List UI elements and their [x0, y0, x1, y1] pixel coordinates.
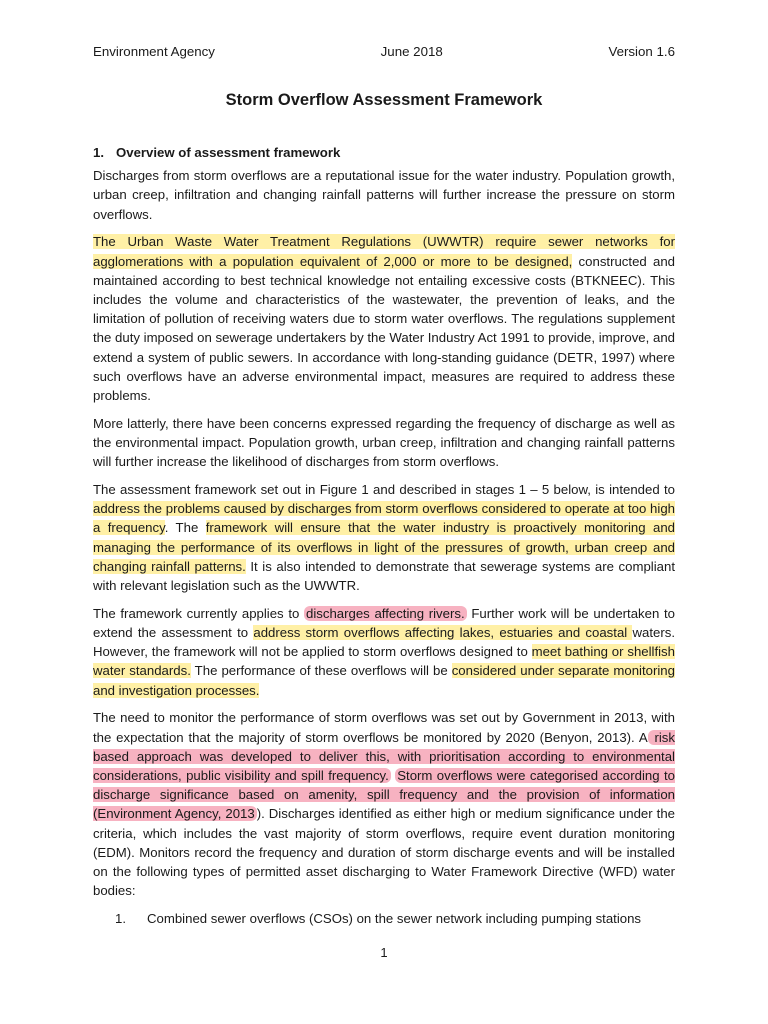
list-item: [93, 909, 675, 928]
paragraph-5: [93, 604, 675, 700]
paragraph-text: ). Discharges identified as either high or medium significance under the criteria, which includes the vast majority of storm overflows, require event duration monitoring (EDM). Monitors record the frequency and duration of storm discharge events and will be installed on the following types of permitted asset discharging to Water Framework Directive (WFD) water bodies:: [93, 806, 675, 899]
highlight-pink: discharges affecting rivers.: [306, 605, 465, 621]
header-date: June 2018: [380, 44, 443, 59]
document-title: Storm Overflow Assessment Framework: [225, 91, 543, 109]
highlight-pink: risk based approach was developed to deliver this, with prioritisation according to environmental considerations, public visibility and spill frequency.: [93, 729, 675, 784]
paragraph-text: Further work will be undertaken to extend the assessment to: [93, 605, 675, 641]
page-header: [93, 43, 675, 61]
list-item-text: Combined sewer overflows (CSOs) on the sewer network including pumping stations: [147, 911, 642, 927]
paragraph-3: More latterly, there have been concerns expressed regarding the frequency of discharge as well as the environmental impact. Population growth, urban creep, infiltration and changing rainfall patterns will further increase the likelihood of discharges from storm overflows.: [93, 415, 675, 470]
paragraph-text: waters. However, the framework will not be applied to storm overflows designed to: [93, 625, 675, 660]
section-heading: [93, 143, 675, 162]
paragraph-2: [93, 232, 675, 405]
paragraph-text: It is also intended to demonstrate that sewerage systems are compliant with relevant legislation such as the UWWTR.: [93, 558, 675, 594]
document-body: [93, 143, 675, 928]
highlight-yellow: address the problems caused by discharges from storm overflows considered to operate at too high a frequency: [93, 501, 675, 536]
paragraph-text: The assessment framework set out in Figure 1 and described in stages 1 – 5 below, is intended to: [93, 482, 675, 498]
section-title: Overview of assessment framework: [116, 145, 341, 160]
paragraph-4: [93, 480, 675, 595]
header-version: Version 1.6: [608, 44, 675, 59]
highlight-yellow: considered under separate monitoring and investigation processes.: [93, 663, 675, 698]
paragraph-text: The performance of these overflows will be: [190, 663, 452, 679]
paragraph-1: Discharges from storm overflows are a reputational issue for the water industry. Population growth, urban creep, infiltration and changing rainfall patterns will further increase the pressure on storm overflows.: [93, 168, 675, 222]
highlight-yellow: The Urban Waste Water Treatment Regulations (UWWTR) require sewer networks for agglomerations with a population equivalent of 2,000 or more to be designed,: [93, 234, 675, 269]
page-number: 1: [380, 945, 388, 960]
highlight-yellow: address storm overflows affecting lakes, estuaries and coastal: [253, 625, 633, 641]
highlight-pink: Storm overflows were categorised according to discharge significance based on amenity, spill frequency and the provision of information (Environment Agency, 2013: [93, 768, 675, 822]
section-number: 1.: [93, 145, 104, 160]
highlight-yellow: meet bathing or shellfish water standards.: [93, 644, 675, 679]
header-organisation: Environment Agency: [93, 44, 215, 59]
highlight-yellow: framework will ensure that the water industry is proactively monitoring and managing the performance of its overflows in light of the pressures of growth, urban creep and changing rainfall patterns.: [93, 520, 675, 574]
paragraph-text: constructed and maintained according to best technical knowledge not entailing excessive costs (BTKNEEC). This includes the volume and characteristics of the wastewater, the prevention of leaks, and the limitation of pollution of receiving waters due to storm water overflows. The regulations supplement the duty imposed on sewerage undertakers by the Water Industry Act 1991 to provide, improve, and extend a system of public sewers. In accordance with long-standing guidance (DETR, 1997) where such overflows have an adverse environmental impact, measures are required to address these problems.: [93, 253, 675, 404]
paragraph-text: The framework currently applies to: [93, 605, 304, 621]
paragraph-text: The need to monitor the performance of storm overflows was set out by Government in 2013, with the expectation that the majority of storm overflows be monitored by 2020 (Benyon, 2013). A: [93, 710, 675, 745]
list-item-number: 1.: [115, 911, 126, 927]
paragraph-text: . The: [164, 520, 206, 536]
paragraph-6: [93, 708, 675, 900]
